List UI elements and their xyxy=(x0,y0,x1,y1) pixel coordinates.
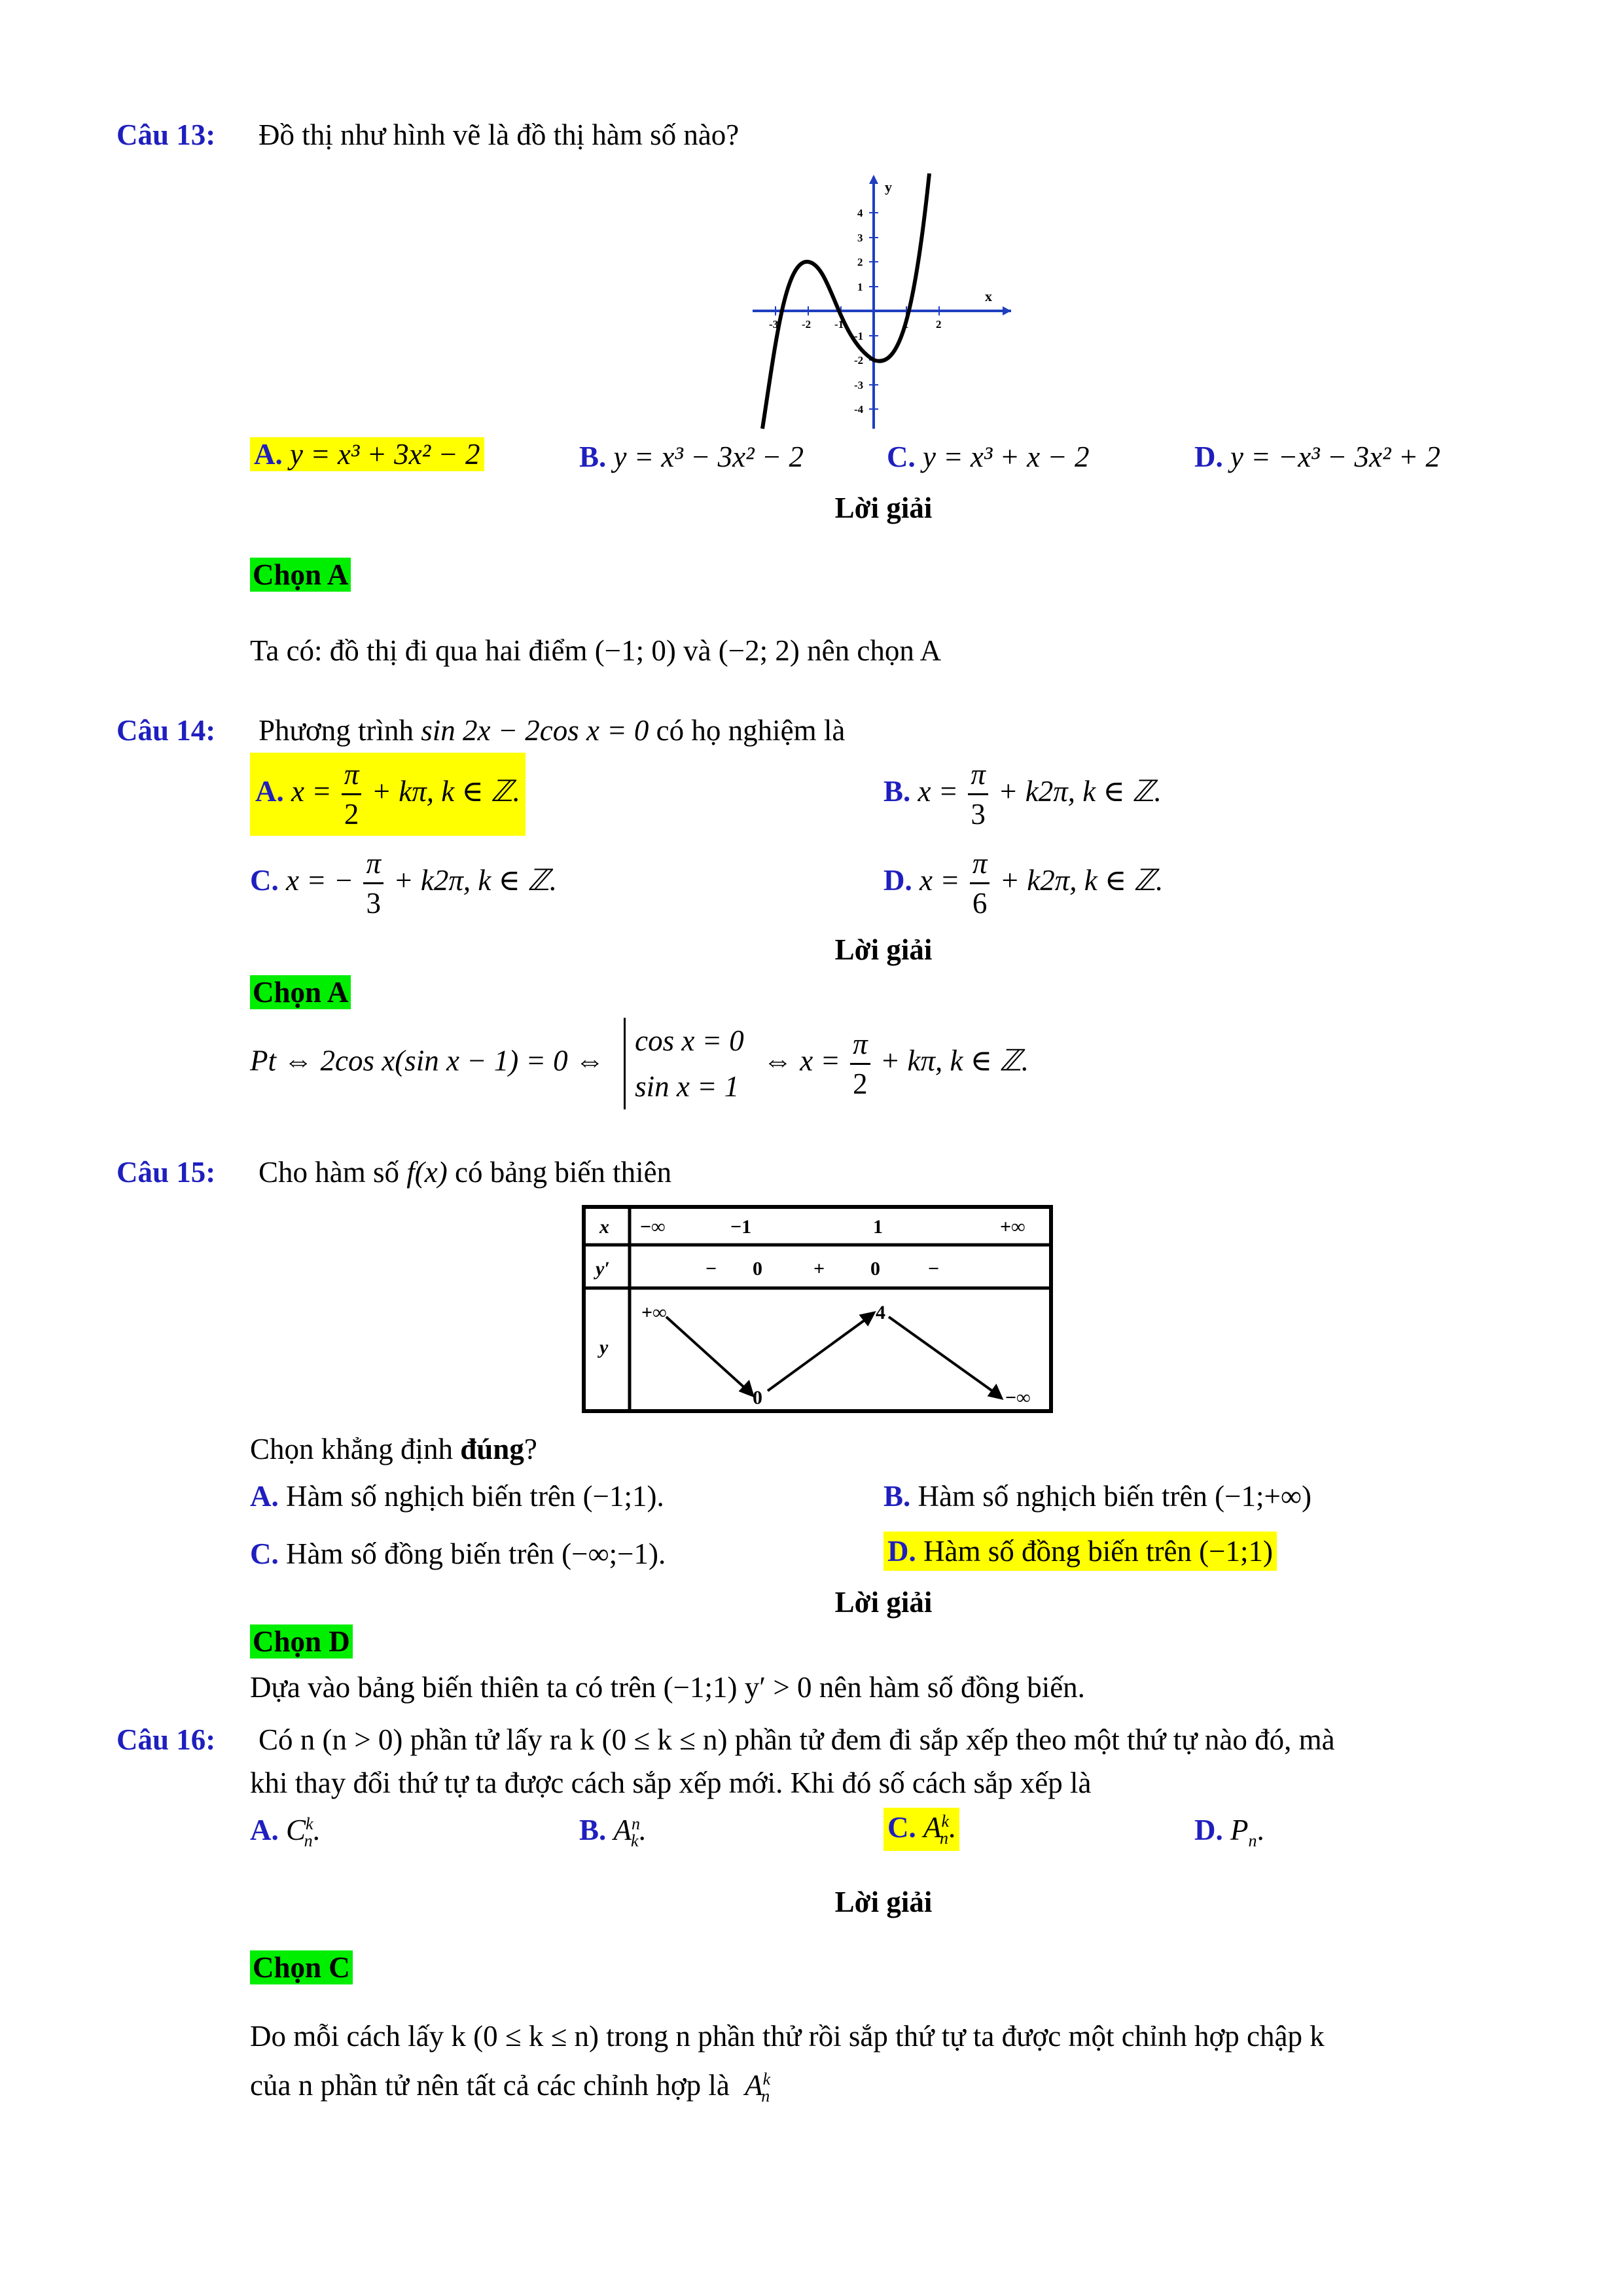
y-tick-label: -2 xyxy=(854,354,864,367)
row-y-label: y xyxy=(599,1336,609,1358)
q13-option-a[interactable]: A. y = x³ + 3x² − 2 xyxy=(250,437,484,471)
q16-explanation-line2: của n phần tử nên tất cả các chỉnh hợp là $A^k_n$ xyxy=(250,2069,771,2106)
q13-answer: Chọn A xyxy=(250,558,351,592)
x-tick-label: -3 xyxy=(769,318,779,331)
q13-question: Đồ thị như hình vẽ là đồ thị hàm số nào? xyxy=(259,118,740,151)
q15-variation-table xyxy=(581,1204,1054,1414)
y-tick-label: 4 xyxy=(857,207,863,219)
fraction: $\frac{\pi}{3}$ xyxy=(968,755,988,833)
q16-question-line1: Có n (n > 0) phần tử lấy ra k (0 ≤ k ≤ n) phần tử đem đi sắp xếp theo một thứ tự nào đó, mà xyxy=(259,1723,1335,1756)
q15-option-c[interactable]: C. Hàm số đồng biến trên (−∞;−1). xyxy=(250,1537,666,1570)
fraction: $\frac{\pi}{2}$ xyxy=(342,755,362,833)
q16-solution-title: Lời giải xyxy=(834,1886,933,1918)
x-value: +∞ xyxy=(1000,1216,1026,1238)
x-value: 1 xyxy=(873,1216,883,1238)
q14-option-b[interactable]: B. x = $\frac{\pi}{3}$ + k2π, k ∈ ℤ. xyxy=(883,755,1162,833)
sign: 0 xyxy=(870,1258,880,1280)
y-tick-label: -4 xyxy=(854,403,864,416)
q16-option-c[interactable]: C. $A^k_n$. xyxy=(883,1808,959,1851)
y-tick-label: -1 xyxy=(854,330,864,342)
q13-explanation: Ta có: đồ thị đi qua hai điểm (−1; 0) và (−2; 2) nên chọn A xyxy=(250,634,942,667)
fn-value: +∞ xyxy=(641,1302,667,1323)
y-tick-label: -3 xyxy=(854,379,864,391)
cubic-curve xyxy=(762,173,929,429)
q15-prompt: Chọn khẳng định đúng? xyxy=(250,1433,537,1465)
x-tick-label: -1 xyxy=(834,318,844,331)
y-axis-arrow xyxy=(869,175,878,184)
y-axis-label: y xyxy=(885,179,892,195)
y-tick-label: 1 xyxy=(857,281,863,293)
q15-option-d[interactable]: D. Hàm số đồng biến trên (−1;1) xyxy=(883,1532,1277,1571)
q15-question: Cho hàm số f(x) có bảng biến thiên xyxy=(259,1156,672,1189)
row-x-label: x xyxy=(599,1216,609,1238)
q15-solution-title: Lời giải xyxy=(834,1586,933,1619)
q14-option-c[interactable]: C. x = − $\frac{\pi}{3}$ + k2π, k ∈ ℤ. xyxy=(250,844,557,922)
row-yprime-label: y′ xyxy=(596,1258,610,1280)
q16-label: Câu 16: xyxy=(116,1723,216,1756)
q13-option-d[interactable]: D. y = −x³ − 3x² + 2 xyxy=(1194,440,1440,473)
q16-question-line2: khi thay đổi thứ tự ta được cách sắp xếp mới. Khi đó số cách sắp xếp là xyxy=(250,1767,1092,1799)
q13-option-c[interactable]: C. y = x³ + x − 2 xyxy=(887,440,1090,473)
x-value: −1 xyxy=(730,1216,752,1238)
q15-option-a[interactable]: A. Hàm số nghịch biến trên (−1;1). xyxy=(250,1480,664,1513)
sign: − xyxy=(928,1258,940,1280)
q16-option-a[interactable]: A. $C^k_n$. xyxy=(250,1814,320,1850)
fraction: $\frac{\pi}{2}$ xyxy=(850,1025,870,1103)
q16-answer: Chọn C xyxy=(250,1950,353,1984)
fraction: $\frac{\pi}{6}$ xyxy=(970,844,990,922)
fraction: $\frac{\pi}{3}$ xyxy=(363,844,383,922)
q14-answer: Chọn A xyxy=(250,975,351,1009)
q14-solution-title: Lời giải xyxy=(834,933,933,966)
q15-answer: Chọn D xyxy=(250,1624,353,1659)
q14-question: Phương trình sin 2x − 2cos x = 0 có họ nghiệm là xyxy=(259,714,846,747)
q16-option-d[interactable]: D. $P_n$. xyxy=(1194,1814,1264,1850)
q14-label: Câu 14: xyxy=(116,714,216,747)
q13-label: Câu 13: xyxy=(116,118,216,151)
x-value: −∞ xyxy=(640,1216,666,1238)
q15-explanation: Dựa vào bảng biến thiên ta có trên (−1;1) y′ > 0 nên hàm số đồng biến. xyxy=(250,1671,1085,1704)
q16-explanation-line1: Do mỗi cách lấy k (0 ≤ k ≤ n) trong n phần thử rồi sắp thứ tự ta được một chỉnh hợp chập k xyxy=(250,2020,1325,2053)
fn-value: −∞ xyxy=(1005,1387,1031,1408)
sign: − xyxy=(705,1258,717,1280)
fn-value: 4 xyxy=(876,1302,885,1323)
x-axis-label: x xyxy=(985,288,992,304)
q13-option-b[interactable]: B. y = x³ − 3x² − 2 xyxy=(579,440,804,473)
q15-option-b[interactable]: B. Hàm số nghịch biến trên (−1;+∞) xyxy=(883,1480,1311,1513)
x-tick-label: 1 xyxy=(903,318,909,331)
x-tick-label: 2 xyxy=(936,318,942,331)
x-tick-label: -2 xyxy=(802,318,812,331)
q14-option-a[interactable]: A. x = $\frac{\pi}{2}$ + kπ, k ∈ ℤ. xyxy=(250,753,526,836)
q15-label: Câu 15: xyxy=(116,1156,216,1189)
equation-system: cos x = 0 sin x = 1 xyxy=(624,1018,744,1109)
y-tick-label: 2 xyxy=(857,256,863,268)
sign: 0 xyxy=(753,1258,762,1280)
q13-solution-title: Lời giải xyxy=(834,492,933,524)
y-tick-label: 3 xyxy=(857,232,863,244)
x-axis-arrow xyxy=(1003,306,1011,315)
q13-graph xyxy=(740,167,1014,435)
fn-value: 0 xyxy=(753,1387,762,1408)
q14-solution-line: Pt ⇔ 2cos x(sin x − 1) = 0 ⇔ cos x = 0 sin x = 1 ⇔ x = $\frac{\pi}{2}$ + kπ, k ∈ ℤ. xyxy=(250,1018,1029,1109)
q14-option-d[interactable]: D. x = $\frac{\pi}{6}$ + k2π, k ∈ ℤ. xyxy=(883,844,1163,922)
sign: + xyxy=(813,1258,825,1280)
q16-option-b[interactable]: B. $A^n_k$. xyxy=(579,1814,646,1850)
